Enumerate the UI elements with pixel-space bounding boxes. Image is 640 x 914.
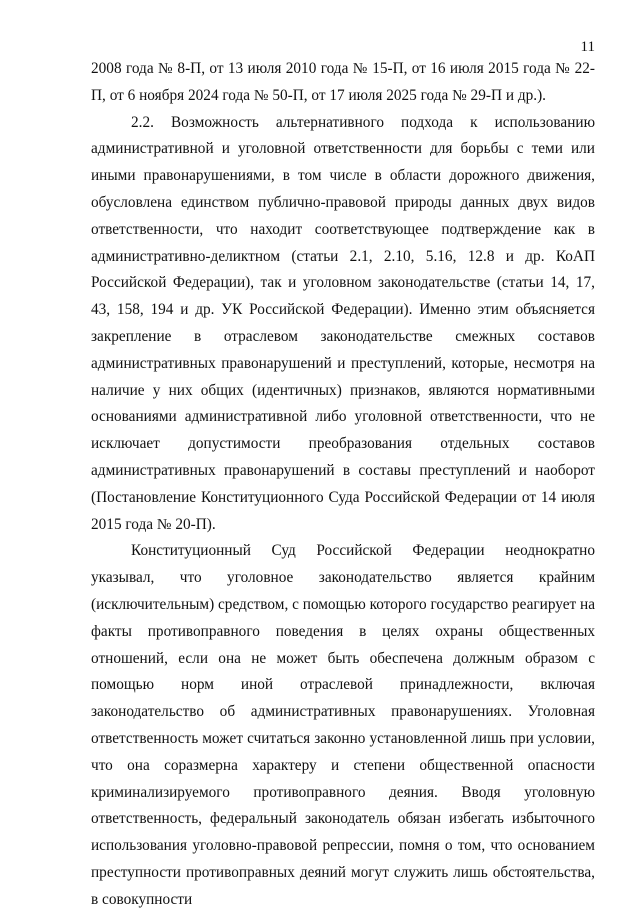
page-number: 11	[580, 39, 595, 55]
paragraph-section-2-2: 2.2. Возможность альтернативного подхода к использованию административной и уголовной ответственности для борьбы с теми или иными правонарушениями, в том числе в области дорожного движения, обусловлена единством публично-правовой природы данных двух видов ответственности, что находит соответствующее подтверждение как в административно-деликтном (статьи 2.1, 2.10, 5.16, 12.8 и др. КоАП Российской Федерации), так и уголовном законодательстве (статьи 14, 17, 43, 158, 194 и др. УК Российской Федерации). Именно этим объясняется закрепление в отраслевом законодательстве смежных составов административных правонарушений и преступлений, которые, несмотря на наличие у них общих (идентичных) признаков, являются нормативными основаниями административной либо уголовной ответственности, что не исключает допустимости преобразования отдельных составов административных правонарушений в составы преступлений и наоборот (Постановление Конституционного Суда Российской Федерации от 14 июля 2015 года № 20-П).	[91, 113, 595, 533]
paragraph-continuation: 2008 года № 8-П, от 13 июля 2010 года № 15-П, от 16 июля 2015 года № 22-П, от 6 ноября 2024 года № 50-П, от 17 июля 2025 года № 29-П и др.).	[91, 60, 595, 104]
paragraph-constitutional-court: Конституционный Суд Российской Федерации неоднократно указывал, что уголовное законодательство является крайним (исключительным) средством, с помощью которого государство реагирует на факты противоправного поведения в целях охраны общественных отношений, если она не может быть обеспечена должным образом с помощью норм иной отраслевой принадлежности, включая законодательство об административных правонарушениях. Уголовная ответственность может считаться законно установленной лишь при условии, что она соразмерна характеру и степени общественной опасности криминализируемого противоправного деяния. Вводя уголовную ответственность, федеральный законодатель обязан избегать избыточного использования уголовно-правовой репрессии, помня о том, что основанием преступности противоправных деяний могут служить лишь обстоятельства, в совокупности	[91, 542, 596, 908]
document-body	[91, 56, 595, 914]
